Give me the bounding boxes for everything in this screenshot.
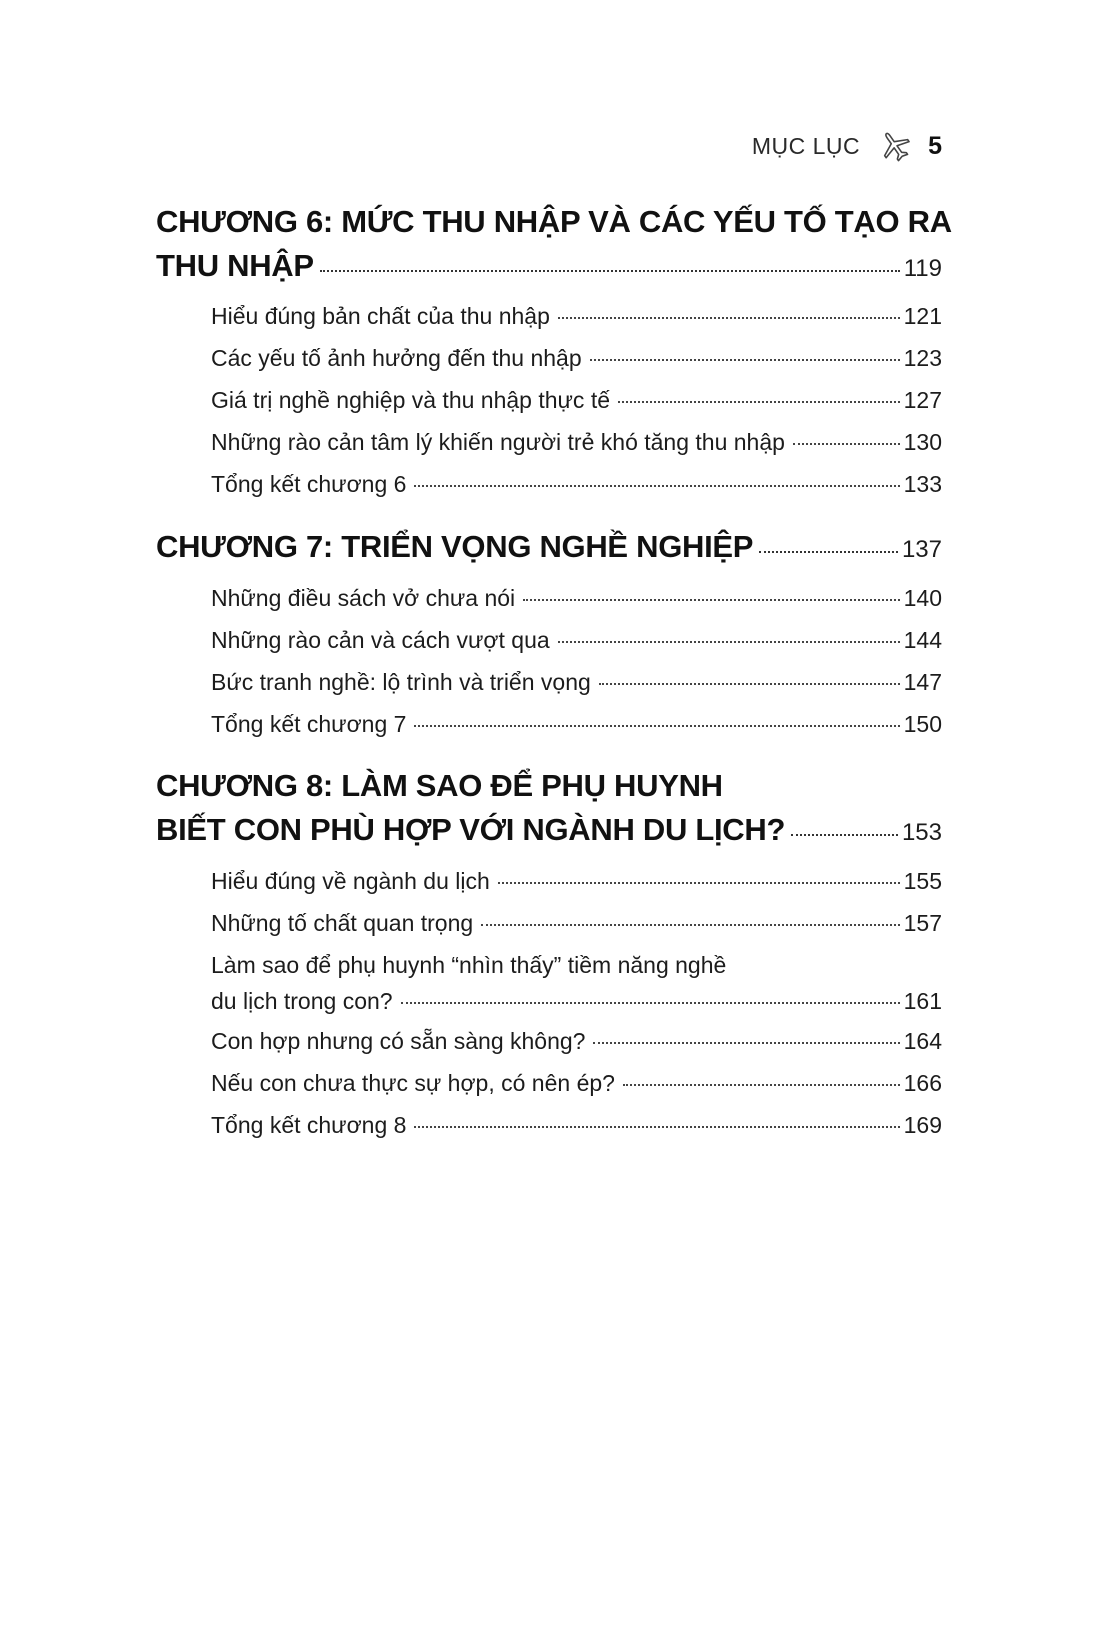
toc-entry[interactable]	[211, 466, 942, 502]
dot-leader	[618, 401, 900, 403]
toc-entry[interactable]	[211, 1107, 942, 1143]
header-title: MỤC LỤC	[751, 132, 861, 159]
entry-page: 166	[903, 1070, 942, 1096]
entry-page: 140	[903, 585, 942, 611]
toc-entry[interactable]	[211, 664, 942, 700]
entry-title: Các yếu tố ảnh hưởng đến thu nhập	[211, 345, 582, 371]
toc-entry[interactable]	[211, 947, 942, 1019]
entry-title: Tổng kết chương 6	[211, 471, 407, 497]
dot-leader	[590, 359, 900, 361]
dot-leader	[599, 683, 900, 685]
chapter-title: CHƯƠNG 8: LÀM SAO ĐỂ PHỤ HUYNH	[156, 768, 723, 803]
entry-page: 144	[903, 627, 942, 653]
entry-title: Tổng kết chương 7	[211, 711, 407, 737]
toc-entry[interactable]	[211, 298, 942, 334]
toc-entry[interactable]	[211, 622, 942, 658]
dot-leader	[759, 551, 898, 553]
chapter-8-heading[interactable]	[156, 764, 942, 855]
entry-title: Làm sao để phụ huynh “nhìn thấy” tiềm năng nghề	[211, 952, 727, 978]
entry-title: Hiểu đúng về ngành du lịch	[211, 868, 490, 894]
chapter-title: CHƯƠNG 7: TRIỂN VỌNG NGHỀ NGHIỆP	[156, 529, 754, 564]
entry-title: Những điều sách vở chưa nói	[211, 585, 516, 611]
entry-title: Những tố chất quan trọng	[211, 910, 474, 936]
chapter-title: CHƯƠNG 6: MỨC THU NHẬP VÀ CÁC YẾU TỐ TẠO RA	[156, 204, 952, 239]
dot-leader	[791, 834, 898, 836]
dot-leader	[414, 1126, 899, 1128]
dot-leader	[523, 599, 899, 601]
entry-page: 169	[903, 1112, 942, 1138]
chapter-title: THU NHẬP	[156, 248, 314, 283]
entry-title: Con hợp nhưng có sẵn sàng không?	[211, 1028, 586, 1054]
dot-leader	[498, 882, 900, 884]
dot-leader	[320, 270, 900, 272]
dot-leader	[593, 1042, 899, 1044]
entry-title: Bức tranh nghề: lộ trình và triển vọng	[211, 669, 591, 695]
dot-leader	[414, 725, 899, 727]
toc-entry[interactable]	[211, 706, 942, 742]
dot-leader	[623, 1084, 900, 1086]
entry-title: Nếu con chưa thực sự hợp, có nên ép?	[211, 1070, 615, 1096]
toc-entry[interactable]	[211, 424, 942, 460]
entry-title: Những rào cản và cách vượt qua	[211, 627, 550, 653]
toc-entry[interactable]	[211, 863, 942, 899]
dot-leader	[414, 485, 899, 487]
chapter-title: BIẾT CON PHÙ HỢP VỚI NGÀNH DU LỊCH?	[156, 812, 786, 847]
dot-leader	[481, 924, 899, 926]
dot-leader	[793, 443, 900, 445]
toc-entry[interactable]	[211, 580, 942, 616]
entry-page: 157	[903, 910, 942, 936]
entry-page: 150	[903, 711, 942, 737]
dot-leader	[558, 641, 900, 643]
toc-entry[interactable]	[211, 340, 942, 376]
chapter-page: 153	[901, 819, 942, 846]
chapter-page: 137	[901, 536, 942, 563]
chapter-6-heading[interactable]	[156, 200, 952, 291]
chapter-7-heading[interactable]	[156, 525, 942, 572]
dot-leader	[558, 317, 900, 319]
entry-page: 147	[903, 669, 942, 695]
entry-page: 155	[903, 868, 942, 894]
entry-page: 121	[903, 303, 942, 329]
entry-page: 130	[903, 429, 942, 455]
entry-title: du lịch trong con?	[211, 988, 393, 1014]
entry-page: 127	[903, 387, 942, 413]
entry-page: 123	[903, 345, 942, 371]
dot-leader	[401, 1002, 900, 1004]
chapter-page: 119	[903, 255, 942, 282]
page-number: 5	[928, 131, 942, 160]
entry-title: Giá trị nghề nghiệp và thu nhập thực tế	[211, 387, 610, 413]
toc-entry[interactable]	[211, 1065, 942, 1101]
entry-title: Tổng kết chương 8	[211, 1112, 407, 1138]
toc-entry[interactable]	[211, 1023, 942, 1059]
entry-title: Hiểu đúng bản chất của thu nhập	[211, 303, 550, 329]
toc-entry[interactable]	[211, 382, 942, 418]
toc-entry[interactable]	[211, 905, 942, 941]
entry-title: Những rào cản tâm lý khiến người trẻ khó tăng thu nhập	[211, 429, 785, 455]
entry-page: 161	[903, 988, 942, 1014]
entry-page: 133	[903, 471, 942, 497]
entry-page: 164	[903, 1028, 942, 1054]
